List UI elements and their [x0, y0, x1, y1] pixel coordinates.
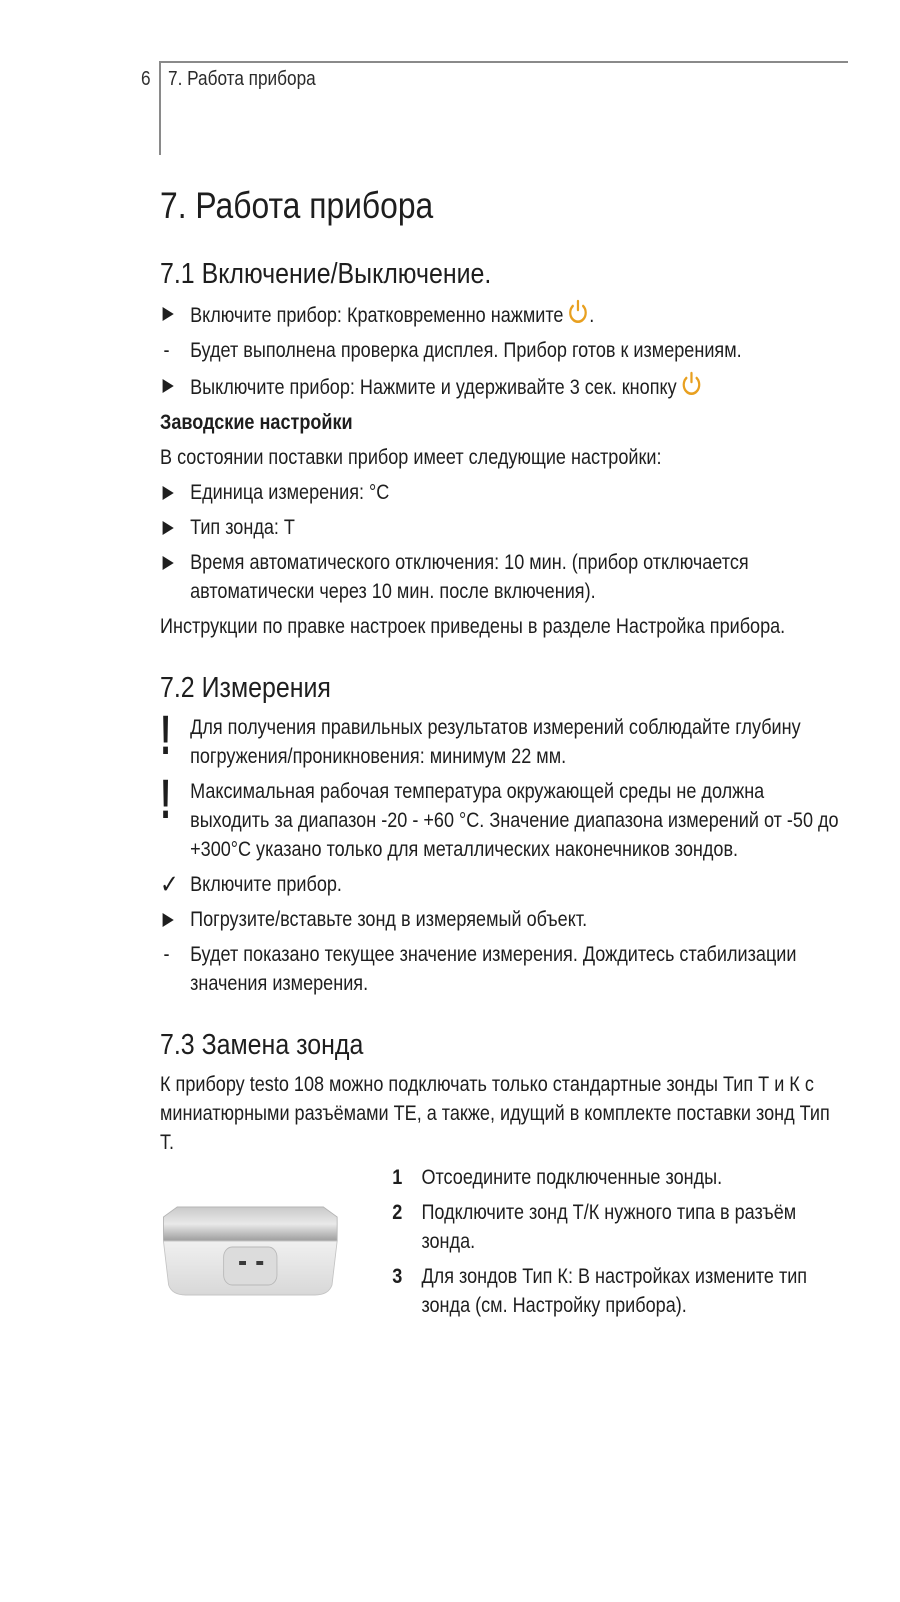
step-text: Для зондов Тип К: В настройках измените тип зонда (см. Настройку прибора).: [421, 1265, 808, 1317]
warning-text: Максимальная рабочая температура окружающей среды не должна выходить за диапазон -20 - +60 °С. Значение диапазона измерений от -50 до +300°С указано только для металлических наконечников зондов.: [190, 780, 839, 861]
step-text: Подключите зонд Т/К нужного типа в разъём зонда.: [421, 1201, 797, 1253]
list-item: [160, 513, 848, 542]
dash-bullet-icon: -: [163, 943, 170, 966]
device-connector-image: [160, 1203, 341, 1303]
page-content: [160, 183, 850, 1363]
warning-item: [160, 767, 848, 864]
factory-settings-intro: В состоянии поставки прибор имеет следующие настройки:: [160, 446, 662, 469]
dash-bullet-icon: -: [163, 339, 170, 362]
content-body: [160, 183, 848, 1363]
probe-steps-list: [392, 1163, 822, 1326]
step-number: 3: [392, 1265, 403, 1288]
factory-settings-note: Инструкции по правке настроек приведены в разделе Настройка прибора.: [160, 615, 786, 638]
step-item: [392, 1198, 822, 1256]
chapter-title: 7. Работа прибора: [160, 185, 434, 226]
item-text: Включите прибор: Кратковременно нажмите: [190, 304, 564, 327]
step-text: Отсоедините подключенные зонды.: [421, 1166, 723, 1189]
triangle-bullet-icon: [160, 478, 190, 500]
triangle-bullet-icon: [160, 299, 190, 321]
item-text: Время автоматического отключения: 10 мин. (прибор отключается автоматически через 10 мин. после включения).: [190, 551, 749, 603]
list-item: [160, 548, 848, 606]
warning-icon: !: [160, 703, 172, 766]
item-text: Тип зонда: Т: [190, 516, 295, 539]
warning-item: [160, 703, 848, 771]
section-title: 7.2 Измерения: [160, 672, 331, 704]
page-number: 6: [141, 68, 151, 90]
item-text: Единица измерения: °С: [190, 481, 390, 504]
step-item: [392, 1262, 822, 1320]
triangle-bullet-icon: [160, 513, 190, 535]
item-suffix: .: [589, 304, 595, 327]
checkmark-icon: ✓: [160, 869, 179, 899]
section-intro: К прибору testo 108 можно подключать только стандартные зонды Тип Т и К с миниатюрными разъёмами TE, а также, идущий в комплекте поставки зонд Тип Т.: [160, 1073, 830, 1154]
step-number: 1: [392, 1166, 403, 1189]
triangle-bullet-icon: [160, 905, 190, 927]
power-icon: [680, 371, 702, 397]
triangle-bullet-icon: [160, 548, 190, 570]
warning-icon: !: [160, 767, 172, 830]
item-text: Погрузите/вставьте зонд в измеряемый объект.: [190, 908, 588, 931]
factory-settings-heading: Заводские настройки: [160, 411, 353, 434]
section-title: 7.3 Замена зонда: [160, 1029, 364, 1061]
list-item: [160, 905, 848, 934]
list-item: [160, 299, 848, 330]
item-text: Выключите прибор: Нажмите и удерживайте 3 сек. кнопку: [190, 376, 677, 399]
item-text: Включите прибор.: [190, 873, 342, 896]
list-item: [160, 870, 848, 899]
power-icon: [567, 299, 589, 325]
section-probe-replacement: [160, 1026, 848, 1363]
probe-steps-area: [160, 1163, 848, 1363]
list-item: [160, 371, 848, 402]
section-title: 7.1 Включение/Выключение.: [160, 258, 492, 290]
item-text: Будет показано текущее значение измерения. Дождитесь стабилизации значения измерения.: [190, 943, 797, 995]
list-item: [160, 940, 848, 998]
step-number: 2: [392, 1201, 403, 1224]
warning-text: Для получения правильных результатов измерений соблюдайте глубину погружения/проникновения: минимум 22 мм.: [190, 716, 801, 768]
section-power-on-off: [160, 255, 848, 641]
running-head: 7. Работа прибора: [168, 68, 316, 90]
list-item: [160, 336, 848, 365]
item-text: Будет выполнена проверка дисплея. Прибор готов к измерениям.: [190, 339, 742, 362]
triangle-bullet-icon: [160, 371, 190, 393]
step-item: [392, 1163, 822, 1192]
list-item: [160, 478, 848, 507]
section-measurements: [160, 669, 848, 998]
